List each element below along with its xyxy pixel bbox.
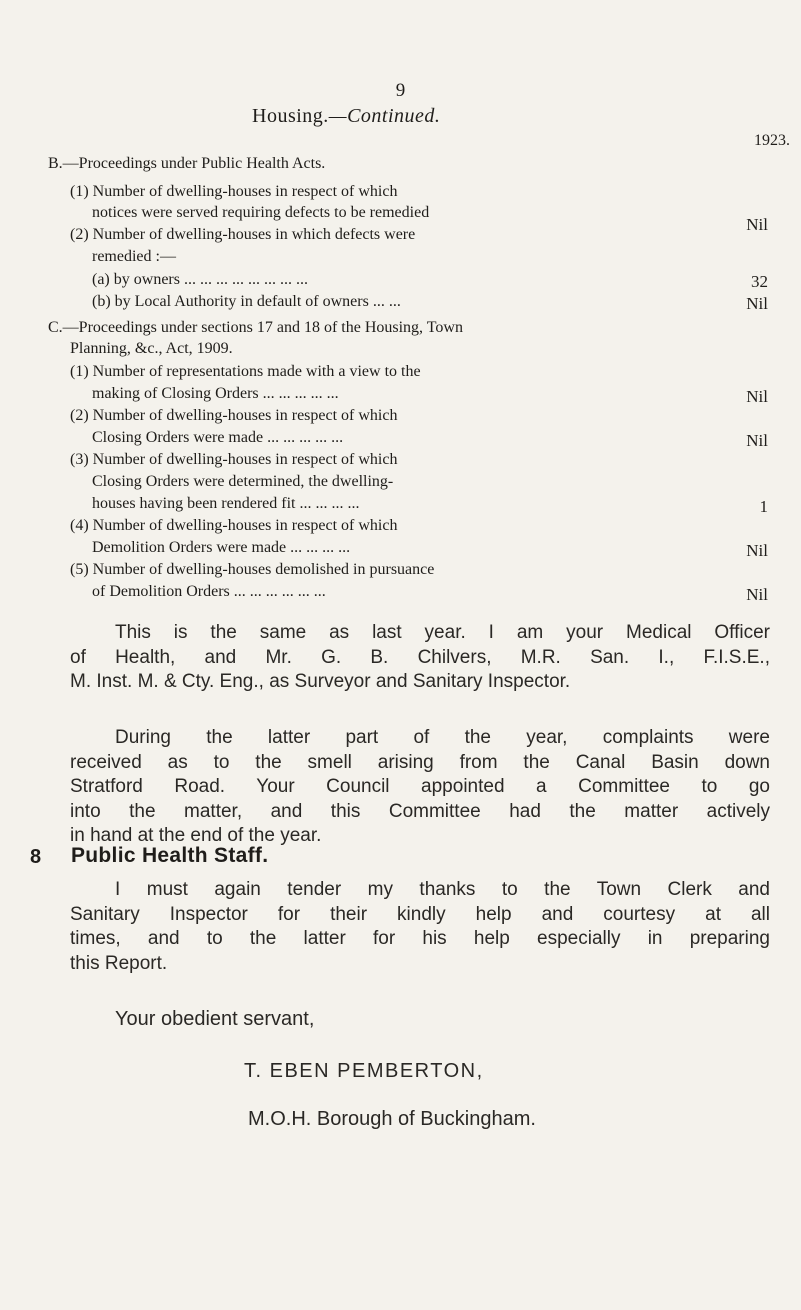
section-b-item1-value: Nil (746, 215, 768, 234)
section-c-item2-line1: (2) Number of dwelling-houses in respect of which (70, 407, 398, 424)
paragraph-line: I must again tender my thanks to the Town Clerk and (115, 879, 770, 900)
section-b-item2b: (b) by Local Authority in default of owners ... ... (92, 293, 401, 310)
section-c-heading-line1: C.—Proceedings under sections 17 and 18 of the Housing, Town (48, 319, 463, 336)
year-column-header: 1923. (754, 132, 790, 149)
paragraph-line: this Report. (70, 952, 168, 974)
section-c-item2-value: Nil (746, 431, 768, 450)
section-b-item2-line2: remedied :— (92, 248, 176, 265)
running-head-continued: —Continued. (328, 105, 441, 127)
paragraph-line: This is the same as last year. I am your Medical Officer (115, 622, 770, 643)
section-c-heading-line2: Planning, &c., Act, 1909. (70, 340, 233, 357)
section-c-item4-line1: (4) Number of dwelling-houses in respect of which (70, 517, 398, 534)
section-title: Public Health Staff. (71, 844, 269, 867)
section-c-item1-line1: (1) Number of representations made with a view to the (70, 363, 421, 380)
section-b-item2a-value: 32 (751, 272, 768, 291)
running-head-title: Housing. (252, 105, 329, 127)
signature-closing: Your obedient servant, (115, 1008, 315, 1030)
paragraph-line: Sanitary Inspector for their kindly help and courtesy at all (70, 903, 770, 925)
signature-name: T. EBEN PEMBERTON, (244, 1060, 484, 1082)
section-b-heading: B.—Proceedings under Public Health Acts. (48, 155, 326, 172)
section-c-item3-value: 1 (759, 497, 768, 516)
section-c-item4-line2: Demolition Orders were made ... ... ... ... (92, 539, 351, 556)
paragraph-line: During the latter part of the year, complaints were (115, 727, 770, 748)
paragraph-line: received as to the smell arising from the Canal Basin down (70, 751, 770, 773)
section-c-item1-line2: making of Closing Orders ... ... ... ... ... (92, 385, 339, 402)
paragraph-line: Stratford Road. Your Council appointed a Committee to go (70, 776, 770, 797)
section-c-item3-line2: Closing Orders were determined, the dwelling- (92, 473, 394, 490)
section-c-item4-value: Nil (746, 541, 768, 560)
paragraph-line: M. Inst. M. & Cty. Eng., as Surveyor and Sanitary Inspector. (70, 671, 571, 692)
page-number: 9 (395, 80, 406, 101)
section-number: 8 (30, 846, 42, 868)
section-c-item5-value: Nil (746, 585, 768, 604)
section-c-item1-value: Nil (746, 387, 768, 406)
paragraph-line: times, and to the latter for his help especially in preparing (70, 928, 770, 949)
section-b-item1-line2: notices were served requiring defects to be remedied (92, 204, 430, 221)
section-b-item2-line1: (2) Number of dwelling-houses in which defects were (70, 226, 416, 243)
section-c-item3-line1: (3) Number of dwelling-houses in respect of which (70, 451, 398, 468)
paragraph-2 (70, 726, 770, 849)
signature-title: M.O.H. Borough of Buckingham. (248, 1108, 536, 1130)
paragraph-line: into the matter, and this Committee had the matter actively (70, 800, 770, 822)
paragraph-3 (70, 878, 770, 976)
section-c-item3-line3: houses having been rendered fit ... ... ... ... (92, 495, 360, 512)
section-c-item5-line2: of Demolition Orders ... ... ... ... ... ... (92, 583, 326, 600)
paragraph-line: of Health, and Mr. G. B. Chilvers, M.R. San. I., F.I.S.E., (70, 646, 770, 668)
section-b-item2a: (a) by owners ... ... ... ... ... ... ... ... (92, 271, 308, 288)
section-b-item1-line1: (1) Number of dwelling-houses in respect of which (70, 183, 398, 200)
paragraph-1 (70, 621, 770, 695)
section-c-item5-line1: (5) Number of dwelling-houses demolished in pursuance (70, 561, 435, 578)
section-b-item2b-value: Nil (746, 294, 768, 313)
section-c-item2-line2: Closing Orders were made ... ... ... ... ... (92, 429, 344, 446)
paragraph-line: in hand at the end of the year. (70, 825, 322, 846)
running-head (252, 105, 440, 128)
